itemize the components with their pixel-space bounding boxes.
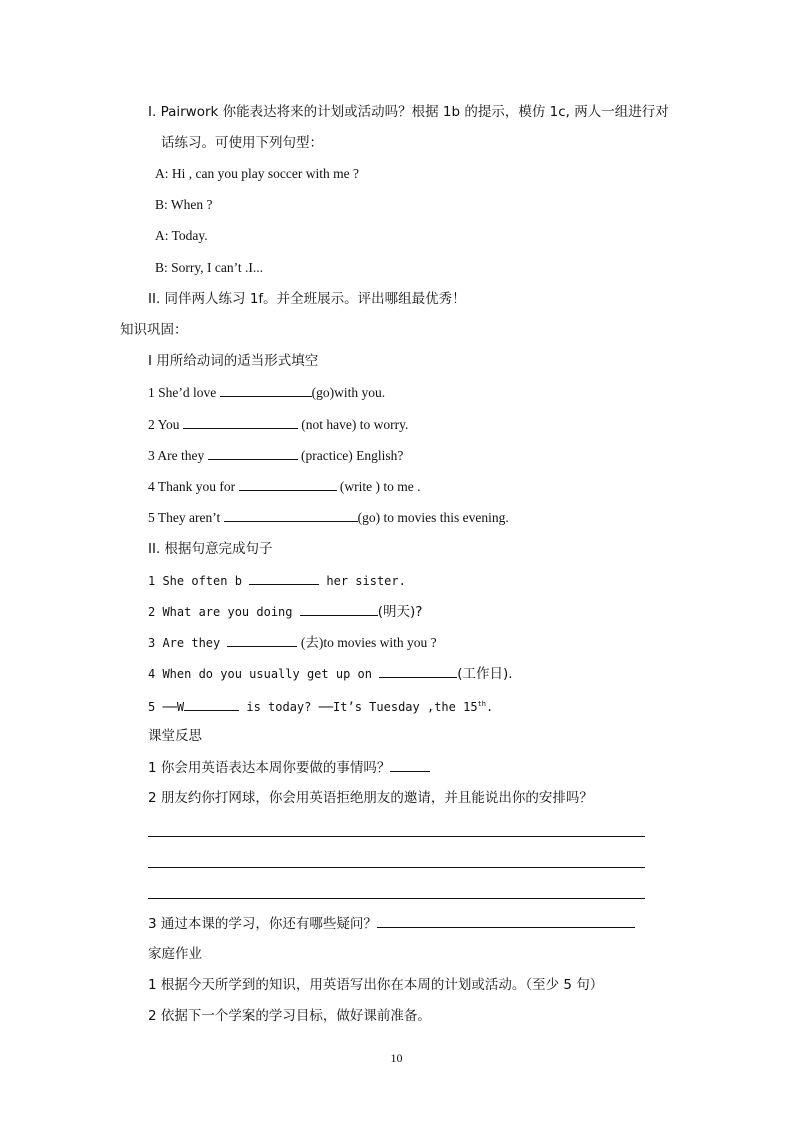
answer-blank[interactable] xyxy=(390,758,430,772)
fill-item-suffix: (practice) English? xyxy=(297,448,404,463)
answer-blank[interactable] xyxy=(239,477,337,491)
sentence-item-prefix: 4 When do you usually get up on xyxy=(148,667,380,681)
homework-item-2: 2 依据下一个学案的学习目标，做好课前准备。 xyxy=(148,1008,431,1024)
pairwork-instruction-line1: I. Pairwork 你能表达将来的计划或活动吗？根据 1b 的提示，模仿 1c, 两人一组进行对 xyxy=(148,104,669,120)
fill-item-prefix: 4 Thank you for xyxy=(148,479,239,494)
fill-item-prefix: 5 They aren’t xyxy=(148,510,224,525)
answer-blank[interactable] xyxy=(183,415,298,429)
fill-item-prefix: 3 Are they xyxy=(148,448,208,463)
pair-practice-instruction: II. 同伴两人练习 1f。并全班展示。评出哪组最优秀！ xyxy=(148,291,466,307)
sentence-item-prefix: 2 What are you doing xyxy=(148,605,300,619)
part1-title: I 用所给动词的适当形式填空 xyxy=(148,353,319,369)
answer-blank[interactable] xyxy=(249,571,319,585)
answer-blank[interactable] xyxy=(220,383,312,397)
answer-blank[interactable] xyxy=(379,664,457,678)
fill-item xyxy=(148,477,420,496)
sentence-item-suffix: (去)to movies with you ? xyxy=(297,635,437,650)
fill-item xyxy=(148,446,403,465)
answer-blank[interactable] xyxy=(184,697,239,711)
answer-line[interactable] xyxy=(148,836,645,837)
dialogue-line: B: Sorry, I can’t .I... xyxy=(155,260,263,275)
ordinal-suffix: th xyxy=(477,700,486,708)
sentence-item xyxy=(148,633,437,652)
answer-blank[interactable] xyxy=(224,508,358,522)
reflection-question-1-text: 1 你会用英语表达本周你要做的事情吗？ xyxy=(148,760,391,776)
reflection-question-3-text: 3 通过本课的学习，你还有哪些疑问？ xyxy=(148,916,377,932)
reflection-question-3 xyxy=(148,914,635,933)
reflection-heading: 课堂反思 xyxy=(148,728,202,744)
fill-item-suffix: (go) to movies this evening. xyxy=(357,510,509,525)
fill-item-suffix: (go)with you. xyxy=(311,385,386,400)
fill-item-prefix: 2 You xyxy=(148,417,183,432)
sentence-item xyxy=(148,602,422,621)
sentence-item-middle: is today? ──It’s Tuesday ,the 15 xyxy=(239,700,478,714)
answer-blank[interactable] xyxy=(208,446,298,460)
answer-blank[interactable] xyxy=(227,633,297,647)
sentence-item-prefix: 3 Are they xyxy=(148,636,228,650)
sentence-item-suffix: (明天)? xyxy=(377,604,423,620)
part2-title: II. 根据句意完成句子 xyxy=(148,541,273,557)
dialogue-line: A: Hi , can you play soccer with me ? xyxy=(155,166,359,181)
page-number: 10 xyxy=(390,1051,403,1065)
sentence-item-end: . xyxy=(485,700,494,714)
homework-heading: 家庭作业 xyxy=(148,946,202,962)
sentence-item xyxy=(148,664,513,683)
fill-item-prefix: 1 She’d love xyxy=(148,385,220,400)
fill-item xyxy=(148,508,509,527)
dialogue-line: B: When ? xyxy=(155,197,213,212)
answer-blank[interactable] xyxy=(300,602,378,616)
sentence-item xyxy=(148,571,406,590)
dialogue-line: A: Today. xyxy=(155,228,208,243)
knowledge-heading: 知识巩固： xyxy=(120,322,188,338)
fill-item-suffix: (not have) to worry. xyxy=(297,417,409,432)
answer-line[interactable] xyxy=(148,898,645,899)
sentence-item-prefix: 5 ──W xyxy=(148,700,185,714)
sentence-item-suffix: her sister. xyxy=(319,574,406,588)
answer-blank[interactable] xyxy=(377,914,635,928)
sentence-item-suffix: (工作日). xyxy=(457,666,513,682)
pairwork-instruction-line2: 话练习。可使用下列句型： xyxy=(161,135,323,151)
sentence-item xyxy=(148,695,493,716)
reflection-question-1 xyxy=(148,758,430,777)
reflection-question-2: 2 朋友约你打网球，你会用英语拒绝朋友的邀请，并且能说出你的安排吗？ xyxy=(148,790,593,806)
fill-item xyxy=(148,415,408,434)
answer-line[interactable] xyxy=(148,867,645,868)
sentence-item-prefix: 1 She often b xyxy=(148,574,250,588)
fill-item-suffix: (write ) to me . xyxy=(336,479,421,494)
homework-item-1: 1 根据今天所学到的知识，用英语写出你在本周的计划或活动。（至少 5 句） xyxy=(148,977,604,993)
fill-item xyxy=(148,383,385,402)
